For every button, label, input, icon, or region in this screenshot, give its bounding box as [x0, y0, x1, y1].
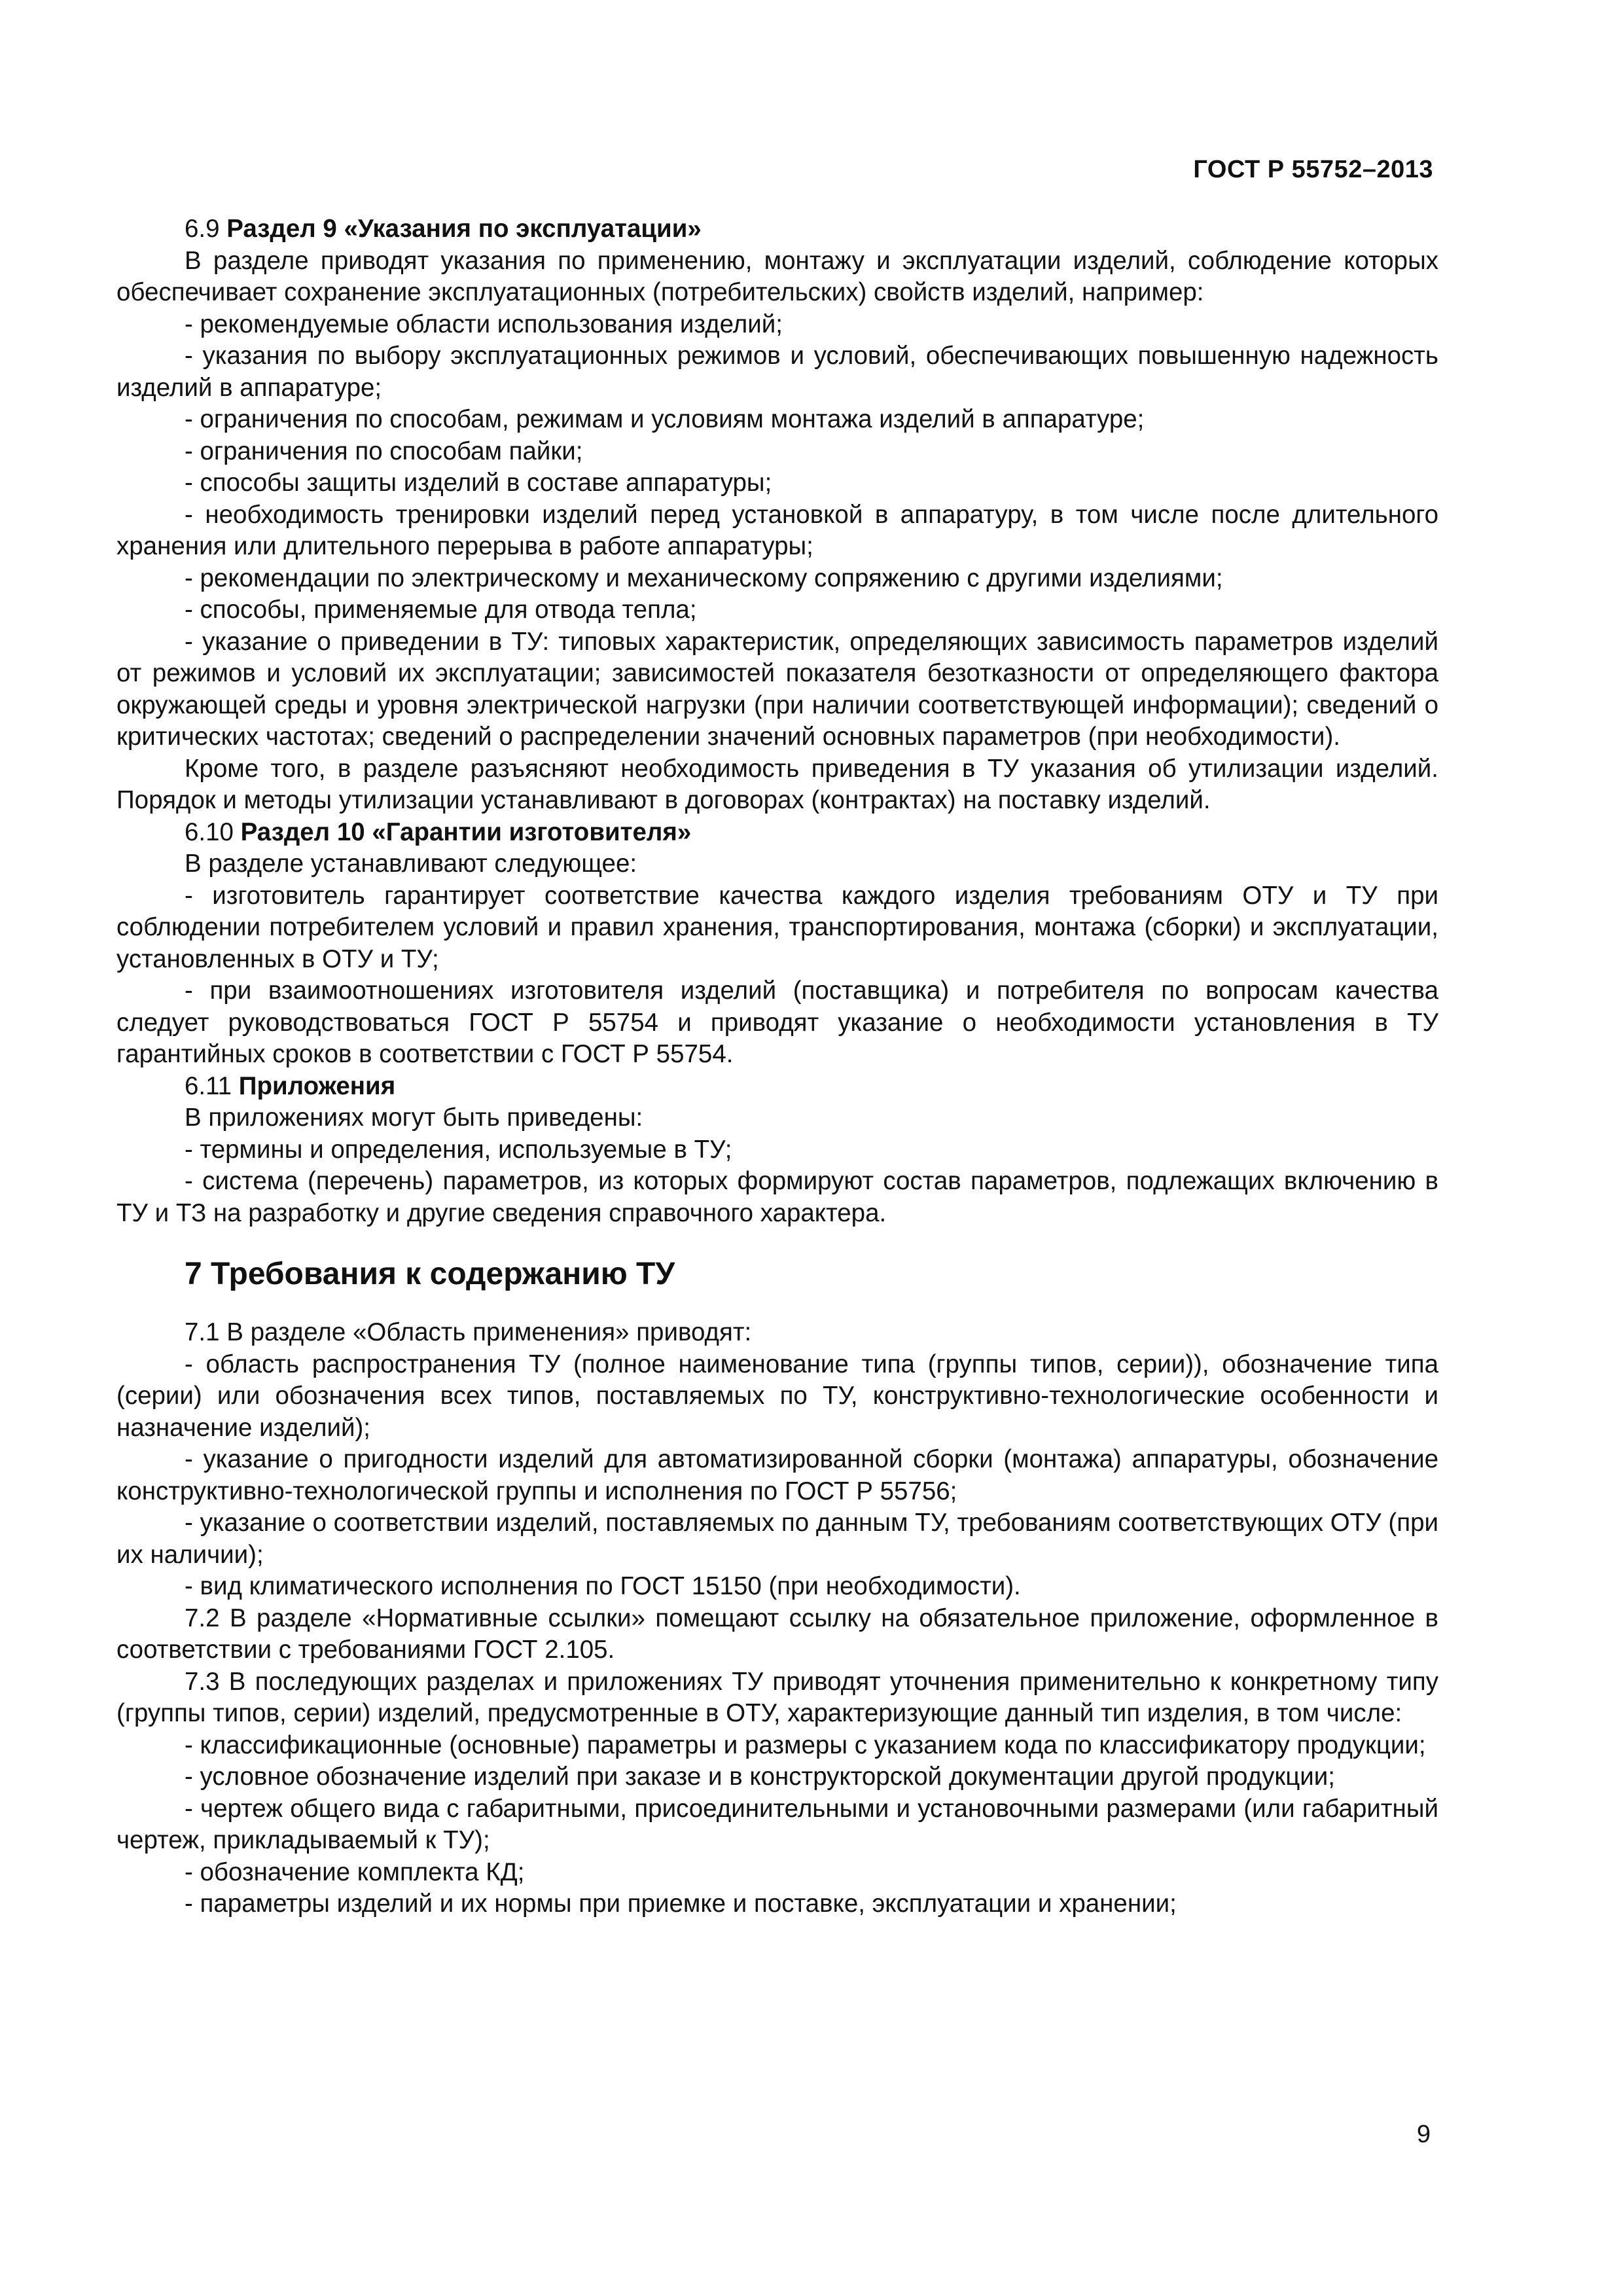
section-number: 6.10: [185, 817, 241, 846]
list-item: - ограничения по способам пайки;: [185, 437, 583, 465]
list-item: - изготовитель гарантирует соответствие качества каждого изделия требованиям ОТУ и ТУ при соблюдении потребителем условий и правил хранения, транспортирования, монтажа (сборки) и эксплуатации, установленных в ОТУ и ТУ;: [116, 881, 1438, 973]
list-item: - указание о приведении в ТУ: типовых характеристик, определяющих зависимость параметров изделий от режимов и условий их эксплуатации; зависимостей показателя безотказности от определяющего фактора окружающей среды и уровня электрической нагрузки (при наличии соответствующей информации); сведений о критических частотах; сведений о распределении значений основных параметров (при необходимости).: [116, 627, 1438, 751]
list-item: - указания по выбору эксплуатационных режимов и условий, обеспечивающих повышенную надежность изделий в аппаратуре;: [116, 342, 1438, 402]
list-item: - условное обозначение изделий при заказе и в конструкторской документации другой продукции;: [185, 1763, 1335, 1791]
list-item: - при взаимоотношениях изготовителя изделий (поставщика) и потребителя по вопросам качества следует руководствоваться ГОСТ Р 55754 и приводят указание о необходимости установления в ТУ гарантийных сроков в соответствии с ГОСТ Р 55754.: [116, 977, 1438, 1068]
section-title: Раздел 9 «Указания по эксплуатации»: [226, 215, 702, 243]
page-number: 9: [1416, 2121, 1431, 2148]
list-item: - система (перечень) параметров, из которых формируют состав параметров, подлежащих включению в ТУ и ТЗ на разработку и другие сведения справочного характера.: [116, 1167, 1438, 1227]
list-item: - вид климатического исполнения по ГОСТ 15150 (при необходимости).: [185, 1572, 1021, 1600]
list-item: - область распространения ТУ (полное наименование типа (группы типов, серии)), обозначение типа (серии) или обозначения всех типов, поставляемых по ТУ, конструктивно-технологические особенности и назначение изделий);: [116, 1350, 1438, 1442]
paragraph: В разделе устанавливают следующее:: [185, 850, 637, 878]
section-number: 6.9: [185, 215, 227, 243]
list-item: - указание о пригодности изделий для автоматизированной сборки (монтажа) аппаратуры, обозначение конструктивно-технологической группы и исполнения по ГОСТ Р 55756;: [116, 1445, 1438, 1505]
list-item: - указание о соответствии изделий, поставляемых по данным ТУ, требованиям соответствующих ОТУ (при их наличии);: [116, 1509, 1438, 1569]
list-item: - термины и определения, используемые в ТУ;: [185, 1135, 732, 1164]
paragraph: 7.3 В последующих разделах и приложениях ТУ приводят уточнения применительно к конкретному типу (группы типов, серии) изделий, предусмотренные в ОТУ, характеризующие данный тип изделия, в том числе:: [116, 1667, 1438, 1727]
list-item: - обозначение комплекта КД;: [185, 1857, 525, 1886]
section-title: Раздел 10 «Гарантии изготовителя»: [240, 817, 692, 846]
section-7-heading: 7 Требования к содержанию ТУ: [185, 1257, 675, 1291]
document-body: [116, 213, 1438, 1920]
list-item: - классификационные (основные) параметры и размеры с указанием кода по классификатору продукции;: [185, 1731, 1426, 1759]
list-item: - способы, применяемые для отвода тепла;: [185, 596, 697, 624]
section-6-11-heading: [116, 1071, 1438, 1103]
section-6-10-heading: [116, 817, 1438, 849]
paragraph: В разделе приводят указания по применению, монтажу и эксплуатации изделий, соблюдение которых обеспечивает сохранение эксплуатационных (потребительских) свойств изделий, например:: [116, 246, 1438, 306]
list-item: - рекомендации по электрическому и механическому сопряжению с другими изделиями;: [185, 564, 1223, 592]
list-item: - ограничения по способам, режимам и условиям монтажа изделий в аппаратуре;: [185, 405, 1145, 433]
section-title: Приложения: [238, 1071, 396, 1100]
section-number: 6.11: [185, 1071, 239, 1100]
section-6-9-heading: [116, 213, 1438, 245]
document-code: ГОСТ Р 55752–2013: [1193, 156, 1433, 183]
paragraph: 7.1 В разделе «Область применения» приводят:: [185, 1318, 752, 1346]
paragraph: 7.2 В разделе «Нормативные ссылки» помещают ссылку на обязательное приложение, оформленное в соответствии с требованиями ГОСТ 2.105.: [116, 1604, 1438, 1664]
list-item: - необходимость тренировки изделий перед установкой в аппаратуру, в том числе после длительного хранения или длительного перерыва в работе аппаратуры;: [116, 500, 1438, 560]
paragraph: Кроме того, в разделе разъясняют необходимость приведения в ТУ указания об утилизации изделий. Порядок и методы утилизации устанавливают в договорах (контрактах) на поставку изделий.: [116, 754, 1438, 814]
list-item: - способы защиты изделий в составе аппаратуры;: [185, 469, 772, 497]
list-item: - параметры изделий и их нормы при приемке и поставке, эксплуатации и хранении;: [185, 1890, 1177, 1918]
list-item: - рекомендуемые области использования изделий;: [185, 310, 783, 338]
paragraph: В приложениях могут быть приведены:: [185, 1103, 643, 1132]
list-item: - чертеж общего вида с габаритными, присоединительными и установочными размерами (или габаритный чертеж, прикладываемый к ТУ);: [116, 1794, 1438, 1854]
